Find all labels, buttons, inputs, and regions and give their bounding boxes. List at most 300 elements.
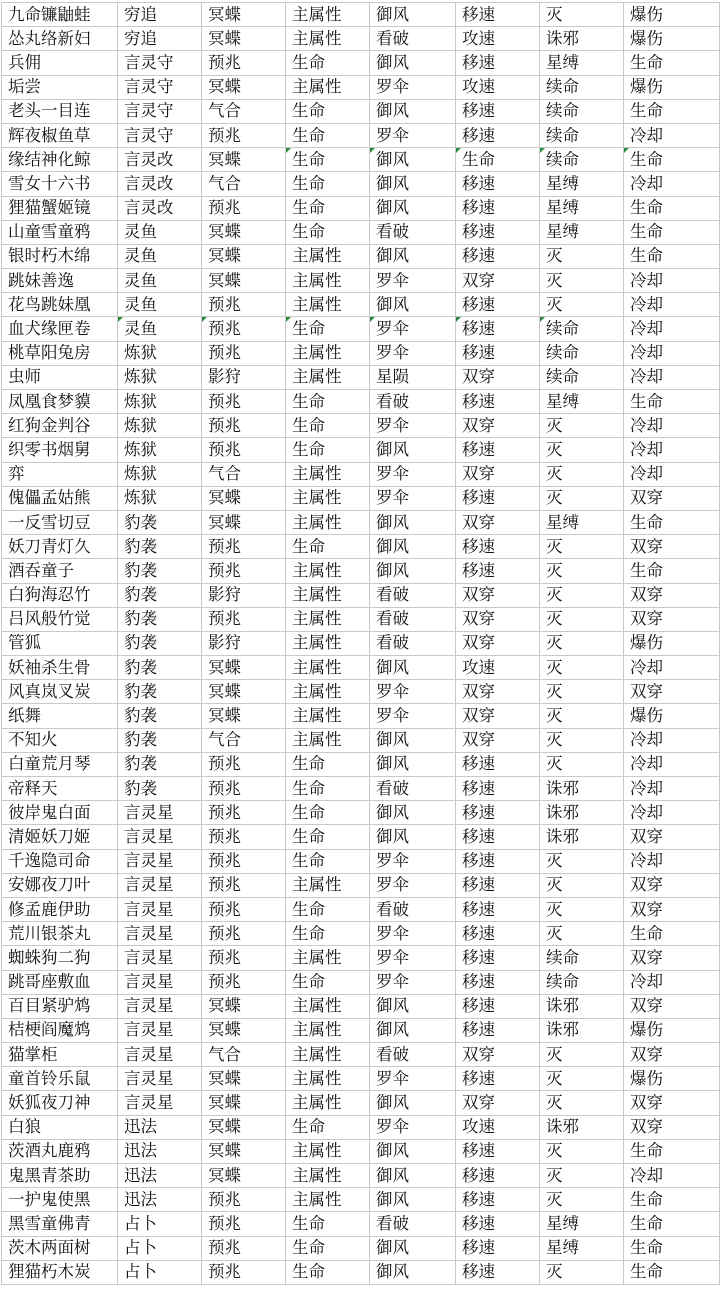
col6-cell[interactable]: 移速: [456, 1188, 540, 1212]
col5-cell[interactable]: 罗伞: [370, 462, 456, 486]
col7-cell[interactable]: 星缚: [540, 172, 624, 196]
col5-cell[interactable]: 御风: [370, 244, 456, 268]
col2-cell[interactable]: 言灵星: [118, 873, 202, 897]
col7-cell[interactable]: 灭: [540, 1260, 624, 1284]
col8-cell[interactable]: 爆伤: [624, 3, 720, 27]
col8-cell[interactable]: 双穿: [624, 994, 720, 1018]
name-cell[interactable]: 弈: [2, 462, 118, 486]
col6-cell[interactable]: 移速: [456, 801, 540, 825]
col5-cell[interactable]: 看破: [370, 220, 456, 244]
col7-cell[interactable]: 灭: [540, 1188, 624, 1212]
col5-cell[interactable]: 御风: [370, 994, 456, 1018]
col4-cell[interactable]: 主属性: [286, 341, 370, 365]
col3-cell[interactable]: 预兆: [202, 777, 286, 801]
col4-cell[interactable]: 主属性: [286, 293, 370, 317]
col3-cell[interactable]: 预兆: [202, 970, 286, 994]
name-cell[interactable]: 荒川银茶丸: [2, 922, 118, 946]
col6-cell[interactable]: 移速: [456, 752, 540, 776]
col4-cell[interactable]: 生命: [286, 172, 370, 196]
col8-cell[interactable]: 生命: [624, 1260, 720, 1284]
col2-cell[interactable]: 豹袭: [118, 510, 202, 534]
col8-cell[interactable]: 双穿: [624, 607, 720, 631]
col5-cell[interactable]: 看破: [370, 1212, 456, 1236]
col6-cell[interactable]: 移速: [456, 873, 540, 897]
name-cell[interactable]: 缘结神化鲸: [2, 148, 118, 172]
col7-cell[interactable]: 灭: [540, 414, 624, 438]
col6-cell[interactable]: 双穿: [456, 462, 540, 486]
col8-cell[interactable]: 双穿: [624, 486, 720, 510]
col3-cell[interactable]: 预兆: [202, 293, 286, 317]
col7-cell[interactable]: 灭: [540, 462, 624, 486]
col5-cell[interactable]: 罗伞: [370, 317, 456, 341]
col3-cell[interactable]: 冥蝶: [202, 75, 286, 99]
name-cell[interactable]: 山童雪童鸦: [2, 220, 118, 244]
name-cell[interactable]: 兵佣: [2, 51, 118, 75]
name-cell[interactable]: 辉夜椒鱼草: [2, 123, 118, 147]
col3-cell[interactable]: 预兆: [202, 873, 286, 897]
col2-cell[interactable]: 豹袭: [118, 656, 202, 680]
col8-cell[interactable]: 生命: [624, 390, 720, 414]
col8-cell[interactable]: 生命: [624, 922, 720, 946]
col2-cell[interactable]: 炼狱: [118, 462, 202, 486]
col4-cell[interactable]: 生命: [286, 777, 370, 801]
col2-cell[interactable]: 言灵星: [118, 801, 202, 825]
col6-cell[interactable]: 双穿: [456, 631, 540, 655]
col6-cell[interactable]: 双穿: [456, 583, 540, 607]
col3-cell[interactable]: 冥蝶: [202, 704, 286, 728]
col6-cell[interactable]: 移速: [456, 99, 540, 123]
col7-cell[interactable]: 诛邪: [540, 801, 624, 825]
col5-cell[interactable]: 看破: [370, 583, 456, 607]
col6-cell[interactable]: 移速: [456, 51, 540, 75]
col5-cell[interactable]: 御风: [370, 148, 456, 172]
col8-cell[interactable]: 冷却: [624, 172, 720, 196]
col4-cell[interactable]: 生命: [286, 801, 370, 825]
col5-cell[interactable]: 罗伞: [370, 873, 456, 897]
col3-cell[interactable]: 冥蝶: [202, 1164, 286, 1188]
col2-cell[interactable]: 言灵守: [118, 51, 202, 75]
col2-cell[interactable]: 豹袭: [118, 583, 202, 607]
col2-cell[interactable]: 言灵星: [118, 1043, 202, 1067]
col4-cell[interactable]: 生命: [286, 148, 370, 172]
col6-cell[interactable]: 移速: [456, 341, 540, 365]
col2-cell[interactable]: 迅法: [118, 1139, 202, 1163]
col5-cell[interactable]: 罗伞: [370, 486, 456, 510]
col7-cell[interactable]: 灭: [540, 704, 624, 728]
col8-cell[interactable]: 冷却: [624, 1164, 720, 1188]
name-cell[interactable]: 纸舞: [2, 704, 118, 728]
col8-cell[interactable]: 生命: [624, 1188, 720, 1212]
col8-cell[interactable]: 冷却: [624, 269, 720, 293]
col5-cell[interactable]: 御风: [370, 801, 456, 825]
col3-cell[interactable]: 冥蝶: [202, 1139, 286, 1163]
col2-cell[interactable]: 豹袭: [118, 728, 202, 752]
col7-cell[interactable]: 星缚: [540, 196, 624, 220]
name-cell[interactable]: 狸猫蟹姬镜: [2, 196, 118, 220]
col3-cell[interactable]: 预兆: [202, 1188, 286, 1212]
name-cell[interactable]: 傀儡孟姑熊: [2, 486, 118, 510]
name-cell[interactable]: 老头一目连: [2, 99, 118, 123]
col6-cell[interactable]: 双穿: [456, 1043, 540, 1067]
col3-cell[interactable]: 预兆: [202, 535, 286, 559]
col6-cell[interactable]: 双穿: [456, 269, 540, 293]
name-cell[interactable]: 帝释天: [2, 777, 118, 801]
col6-cell[interactable]: 移速: [456, 438, 540, 462]
name-cell[interactable]: 茨木两面树: [2, 1236, 118, 1260]
col5-cell[interactable]: 御风: [370, 172, 456, 196]
col2-cell[interactable]: 灵鱼: [118, 269, 202, 293]
col3-cell[interactable]: 预兆: [202, 1260, 286, 1284]
col7-cell[interactable]: 诛邪: [540, 27, 624, 51]
col2-cell[interactable]: 灵鱼: [118, 244, 202, 268]
col6-cell[interactable]: 移速: [456, 293, 540, 317]
col8-cell[interactable]: 爆伤: [624, 704, 720, 728]
col7-cell[interactable]: 诛邪: [540, 994, 624, 1018]
col2-cell[interactable]: 炼狱: [118, 390, 202, 414]
col8-cell[interactable]: 双穿: [624, 1091, 720, 1115]
col6-cell[interactable]: 移速: [456, 1067, 540, 1091]
col2-cell[interactable]: 言灵守: [118, 123, 202, 147]
col6-cell[interactable]: 移速: [456, 220, 540, 244]
col3-cell[interactable]: 预兆: [202, 607, 286, 631]
col4-cell[interactable]: 生命: [286, 922, 370, 946]
name-cell[interactable]: 桃草阳兔房: [2, 341, 118, 365]
col5-cell[interactable]: 罗伞: [370, 269, 456, 293]
col6-cell[interactable]: 移速: [456, 1018, 540, 1042]
col3-cell[interactable]: 预兆: [202, 922, 286, 946]
col3-cell[interactable]: 预兆: [202, 196, 286, 220]
col5-cell[interactable]: 罗伞: [370, 849, 456, 873]
col4-cell[interactable]: 主属性: [286, 1091, 370, 1115]
col3-cell[interactable]: 冥蝶: [202, 244, 286, 268]
col7-cell[interactable]: 灭: [540, 631, 624, 655]
col4-cell[interactable]: 主属性: [286, 656, 370, 680]
col8-cell[interactable]: 爆伤: [624, 1018, 720, 1042]
col8-cell[interactable]: 双穿: [624, 1115, 720, 1139]
col6-cell[interactable]: 双穿: [456, 680, 540, 704]
col5-cell[interactable]: 御风: [370, 3, 456, 27]
col6-cell[interactable]: 双穿: [456, 365, 540, 389]
col7-cell[interactable]: 诛邪: [540, 1115, 624, 1139]
col3-cell[interactable]: 预兆: [202, 825, 286, 849]
col5-cell[interactable]: 御风: [370, 293, 456, 317]
col2-cell[interactable]: 言灵星: [118, 970, 202, 994]
name-cell[interactable]: 红狗金判谷: [2, 414, 118, 438]
col8-cell[interactable]: 双穿: [624, 535, 720, 559]
col6-cell[interactable]: 攻速: [456, 27, 540, 51]
col5-cell[interactable]: 御风: [370, 1164, 456, 1188]
col7-cell[interactable]: 灭: [540, 1164, 624, 1188]
col5-cell[interactable]: 御风: [370, 1188, 456, 1212]
col6-cell[interactable]: 移速: [456, 1260, 540, 1284]
name-cell[interactable]: 九命镰鼬蛙: [2, 3, 118, 27]
col4-cell[interactable]: 主属性: [286, 1139, 370, 1163]
col5-cell[interactable]: 罗伞: [370, 75, 456, 99]
col6-cell[interactable]: 移速: [456, 3, 540, 27]
col4-cell[interactable]: 主属性: [286, 462, 370, 486]
name-cell[interactable]: 垢尝: [2, 75, 118, 99]
name-cell[interactable]: 百目紧驴鸩: [2, 994, 118, 1018]
col2-cell[interactable]: 言灵星: [118, 994, 202, 1018]
col7-cell[interactable]: 灭: [540, 438, 624, 462]
col7-cell[interactable]: 续命: [540, 317, 624, 341]
name-cell[interactable]: 风真岚叉炭: [2, 680, 118, 704]
col4-cell[interactable]: 生命: [286, 196, 370, 220]
col7-cell[interactable]: 续命: [540, 970, 624, 994]
col3-cell[interactable]: 冥蝶: [202, 1067, 286, 1091]
col7-cell[interactable]: 续命: [540, 365, 624, 389]
col3-cell[interactable]: 预兆: [202, 801, 286, 825]
col7-cell[interactable]: 灭: [540, 1067, 624, 1091]
col5-cell[interactable]: 罗伞: [370, 414, 456, 438]
col5-cell[interactable]: 罗伞: [370, 341, 456, 365]
col3-cell[interactable]: 冥蝶: [202, 994, 286, 1018]
col7-cell[interactable]: 灭: [540, 1139, 624, 1163]
col7-cell[interactable]: 诛邪: [540, 1018, 624, 1042]
col7-cell[interactable]: 星缚: [540, 220, 624, 244]
col3-cell[interactable]: 预兆: [202, 414, 286, 438]
col7-cell[interactable]: 灭: [540, 3, 624, 27]
col3-cell[interactable]: 冥蝶: [202, 510, 286, 534]
col2-cell[interactable]: 豹袭: [118, 752, 202, 776]
col5-cell[interactable]: 罗伞: [370, 704, 456, 728]
col5-cell[interactable]: 御风: [370, 99, 456, 123]
name-cell[interactable]: 千逸隐司命: [2, 849, 118, 873]
col3-cell[interactable]: 影狩: [202, 365, 286, 389]
name-cell[interactable]: 黑雪童佛青: [2, 1212, 118, 1236]
col4-cell[interactable]: 生命: [286, 51, 370, 75]
col6-cell[interactable]: 双穿: [456, 704, 540, 728]
col3-cell[interactable]: 冥蝶: [202, 27, 286, 51]
col8-cell[interactable]: 冷却: [624, 438, 720, 462]
col4-cell[interactable]: 主属性: [286, 510, 370, 534]
col5-cell[interactable]: 御风: [370, 1236, 456, 1260]
col5-cell[interactable]: 罗伞: [370, 922, 456, 946]
col5-cell[interactable]: 看破: [370, 27, 456, 51]
col4-cell[interactable]: 主属性: [286, 1067, 370, 1091]
col7-cell[interactable]: 灭: [540, 559, 624, 583]
col7-cell[interactable]: 灭: [540, 607, 624, 631]
col7-cell[interactable]: 星缚: [540, 510, 624, 534]
col5-cell[interactable]: 看破: [370, 897, 456, 921]
col2-cell[interactable]: 言灵星: [118, 1067, 202, 1091]
col2-cell[interactable]: 炼狱: [118, 365, 202, 389]
col4-cell[interactable]: 主属性: [286, 631, 370, 655]
col3-cell[interactable]: 预兆: [202, 897, 286, 921]
col7-cell[interactable]: 灭: [540, 656, 624, 680]
col7-cell[interactable]: 灭: [540, 752, 624, 776]
col8-cell[interactable]: 冷却: [624, 365, 720, 389]
col4-cell[interactable]: 主属性: [286, 1188, 370, 1212]
col7-cell[interactable]: 灭: [540, 269, 624, 293]
col8-cell[interactable]: 生命: [624, 51, 720, 75]
name-cell[interactable]: 白童荒月琴: [2, 752, 118, 776]
col3-cell[interactable]: 预兆: [202, 752, 286, 776]
col7-cell[interactable]: 续命: [540, 341, 624, 365]
name-cell[interactable]: 不知火: [2, 728, 118, 752]
col8-cell[interactable]: 双穿: [624, 873, 720, 897]
name-cell[interactable]: 茨酒丸鹿鸦: [2, 1139, 118, 1163]
col2-cell[interactable]: 言灵星: [118, 922, 202, 946]
name-cell[interactable]: 桔梗阎魔鸩: [2, 1018, 118, 1042]
col4-cell[interactable]: 生命: [286, 849, 370, 873]
col8-cell[interactable]: 双穿: [624, 680, 720, 704]
col5-cell[interactable]: 星陨: [370, 365, 456, 389]
col4-cell[interactable]: 生命: [286, 1236, 370, 1260]
col5-cell[interactable]: 罗伞: [370, 1067, 456, 1091]
col3-cell[interactable]: 预兆: [202, 438, 286, 462]
col2-cell[interactable]: 炼狱: [118, 486, 202, 510]
col8-cell[interactable]: 冷却: [624, 752, 720, 776]
col6-cell[interactable]: 移速: [456, 897, 540, 921]
col2-cell[interactable]: 迅法: [118, 1115, 202, 1139]
col6-cell[interactable]: 移速: [456, 559, 540, 583]
col8-cell[interactable]: 冷却: [624, 414, 720, 438]
col6-cell[interactable]: 双穿: [456, 414, 540, 438]
col7-cell[interactable]: 续命: [540, 123, 624, 147]
col3-cell[interactable]: 预兆: [202, 849, 286, 873]
col6-cell[interactable]: 攻速: [456, 75, 540, 99]
col6-cell[interactable]: 移速: [456, 535, 540, 559]
name-cell[interactable]: 吕风般竹觉: [2, 607, 118, 631]
name-cell[interactable]: 织零书烟舅: [2, 438, 118, 462]
col8-cell[interactable]: 生命: [624, 1236, 720, 1260]
col4-cell[interactable]: 生命: [286, 414, 370, 438]
col8-cell[interactable]: 冷却: [624, 462, 720, 486]
col2-cell[interactable]: 迅法: [118, 1164, 202, 1188]
col3-cell[interactable]: 预兆: [202, 1236, 286, 1260]
col5-cell[interactable]: 看破: [370, 390, 456, 414]
col8-cell[interactable]: 爆伤: [624, 1067, 720, 1091]
col7-cell[interactable]: 灭: [540, 897, 624, 921]
name-cell[interactable]: 猫掌柜: [2, 1043, 118, 1067]
col8-cell[interactable]: 双穿: [624, 583, 720, 607]
col3-cell[interactable]: 预兆: [202, 317, 286, 341]
col5-cell[interactable]: 罗伞: [370, 946, 456, 970]
col7-cell[interactable]: 灭: [540, 583, 624, 607]
col5-cell[interactable]: 看破: [370, 777, 456, 801]
col3-cell[interactable]: 冥蝶: [202, 148, 286, 172]
col2-cell[interactable]: 言灵星: [118, 849, 202, 873]
col4-cell[interactable]: 生命: [286, 825, 370, 849]
col4-cell[interactable]: 主属性: [286, 486, 370, 510]
col8-cell[interactable]: 冷却: [624, 341, 720, 365]
name-cell[interactable]: 狸猫朽木炭: [2, 1260, 118, 1284]
col8-cell[interactable]: 双穿: [624, 1043, 720, 1067]
col6-cell[interactable]: 攻速: [456, 1115, 540, 1139]
col2-cell[interactable]: 言灵改: [118, 196, 202, 220]
name-cell[interactable]: 怂丸络新妇: [2, 27, 118, 51]
col4-cell[interactable]: 主属性: [286, 728, 370, 752]
col5-cell[interactable]: 看破: [370, 1043, 456, 1067]
col7-cell[interactable]: 续命: [540, 148, 624, 172]
col8-cell[interactable]: 冷却: [624, 849, 720, 873]
col7-cell[interactable]: 星缚: [540, 1212, 624, 1236]
col5-cell[interactable]: 御风: [370, 535, 456, 559]
col6-cell[interactable]: 移速: [456, 994, 540, 1018]
col8-cell[interactable]: 冷却: [624, 970, 720, 994]
col5-cell[interactable]: 看破: [370, 631, 456, 655]
col2-cell[interactable]: 豹袭: [118, 559, 202, 583]
col3-cell[interactable]: 气合: [202, 99, 286, 123]
col8-cell[interactable]: 生命: [624, 510, 720, 534]
col8-cell[interactable]: 生命: [624, 1139, 720, 1163]
col4-cell[interactable]: 主属性: [286, 1043, 370, 1067]
col4-cell[interactable]: 主属性: [286, 946, 370, 970]
col4-cell[interactable]: 主属性: [286, 607, 370, 631]
col2-cell[interactable]: 占卜: [118, 1260, 202, 1284]
col4-cell[interactable]: 主属性: [286, 365, 370, 389]
col7-cell[interactable]: 灭: [540, 680, 624, 704]
col4-cell[interactable]: 生命: [286, 752, 370, 776]
col3-cell[interactable]: 预兆: [202, 559, 286, 583]
col3-cell[interactable]: 影狩: [202, 631, 286, 655]
name-cell[interactable]: 童首铃乐鼠: [2, 1067, 118, 1091]
col3-cell[interactable]: 气合: [202, 1043, 286, 1067]
col3-cell[interactable]: 气合: [202, 462, 286, 486]
col4-cell[interactable]: 主属性: [286, 680, 370, 704]
col8-cell[interactable]: 冷却: [624, 317, 720, 341]
col3-cell[interactable]: 预兆: [202, 390, 286, 414]
col5-cell[interactable]: 罗伞: [370, 970, 456, 994]
col4-cell[interactable]: 生命: [286, 123, 370, 147]
col7-cell[interactable]: 灭: [540, 873, 624, 897]
name-cell[interactable]: 妖袖杀生骨: [2, 656, 118, 680]
col3-cell[interactable]: 冥蝶: [202, 269, 286, 293]
col6-cell[interactable]: 移速: [456, 849, 540, 873]
col3-cell[interactable]: 冥蝶: [202, 3, 286, 27]
col8-cell[interactable]: 生命: [624, 1212, 720, 1236]
col8-cell[interactable]: 生命: [624, 244, 720, 268]
col2-cell[interactable]: 言灵改: [118, 172, 202, 196]
col3-cell[interactable]: 预兆: [202, 946, 286, 970]
name-cell[interactable]: 彼岸鬼白面: [2, 801, 118, 825]
col6-cell[interactable]: 移速: [456, 196, 540, 220]
col7-cell[interactable]: 星缚: [540, 1236, 624, 1260]
col2-cell[interactable]: 炼狱: [118, 341, 202, 365]
col2-cell[interactable]: 占卜: [118, 1236, 202, 1260]
col3-cell[interactable]: 冥蝶: [202, 656, 286, 680]
col2-cell[interactable]: 言灵星: [118, 1091, 202, 1115]
col8-cell[interactable]: 生命: [624, 220, 720, 244]
col5-cell[interactable]: 御风: [370, 1091, 456, 1115]
col2-cell[interactable]: 穷追: [118, 3, 202, 27]
col7-cell[interactable]: 星缚: [540, 51, 624, 75]
col5-cell[interactable]: 御风: [370, 825, 456, 849]
col6-cell[interactable]: 移速: [456, 390, 540, 414]
col7-cell[interactable]: 灭: [540, 293, 624, 317]
col3-cell[interactable]: 冥蝶: [202, 680, 286, 704]
col7-cell[interactable]: 续命: [540, 946, 624, 970]
col6-cell[interactable]: 双穿: [456, 728, 540, 752]
col3-cell[interactable]: 冥蝶: [202, 220, 286, 244]
col2-cell[interactable]: 迅法: [118, 1188, 202, 1212]
col8-cell[interactable]: 双穿: [624, 825, 720, 849]
col2-cell[interactable]: 豹袭: [118, 535, 202, 559]
col6-cell[interactable]: 双穿: [456, 510, 540, 534]
col2-cell[interactable]: 炼狱: [118, 414, 202, 438]
col8-cell[interactable]: 爆伤: [624, 27, 720, 51]
col4-cell[interactable]: 主属性: [286, 269, 370, 293]
col4-cell[interactable]: 生命: [286, 535, 370, 559]
col8-cell[interactable]: 爆伤: [624, 75, 720, 99]
col7-cell[interactable]: 诛邪: [540, 825, 624, 849]
name-cell[interactable]: 安娜夜刀叶: [2, 873, 118, 897]
col5-cell[interactable]: 看破: [370, 607, 456, 631]
col6-cell[interactable]: 移速: [456, 244, 540, 268]
name-cell[interactable]: 修孟鹿伊助: [2, 897, 118, 921]
col2-cell[interactable]: 言灵守: [118, 75, 202, 99]
